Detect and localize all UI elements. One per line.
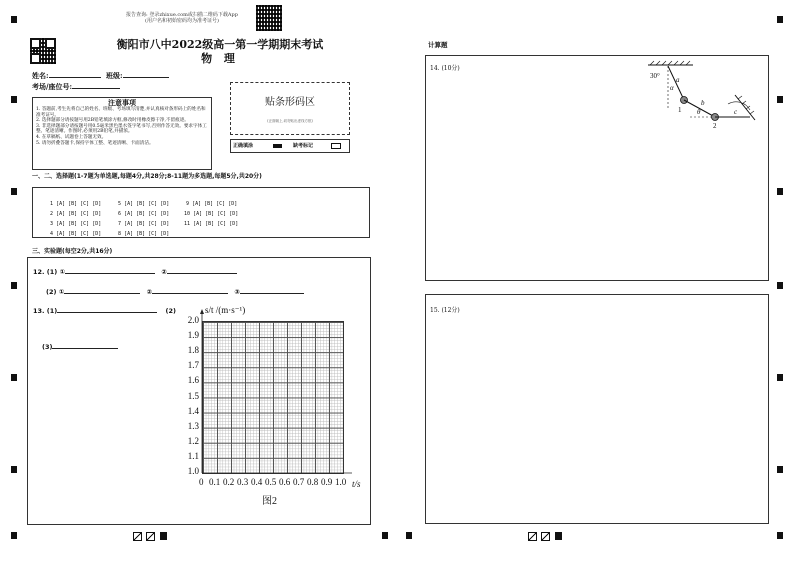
q12-part1-label: 12. (1) ① xyxy=(33,268,66,276)
q13-part3-label: (3) xyxy=(42,343,53,351)
choice-question[interactable]: 6 [A] [B] [C] [D] xyxy=(118,211,170,217)
absent-label: 缺考标记 xyxy=(293,143,314,149)
x-tick-label: 0.7 xyxy=(293,477,305,487)
x-tick-label: 0.5 xyxy=(265,477,277,487)
y-tick-label: 1.3 xyxy=(187,420,199,431)
angle-label: 30° xyxy=(650,72,660,80)
x-tick-label: 1.0 xyxy=(335,477,347,487)
choice-question[interactable]: 11 [A] [B] [C] [D] xyxy=(184,221,239,227)
y-tick-label: 1.7 xyxy=(187,360,199,371)
name-label: 姓名: xyxy=(32,71,49,80)
q15-label: 15. (12分) xyxy=(430,307,460,314)
choice-question[interactable]: 2 [A] [B] [C] [D] xyxy=(50,211,102,217)
rope-a-label: a xyxy=(676,76,680,84)
x-axis-title: t/s xyxy=(352,479,361,489)
subject-title: 物 理 xyxy=(201,52,239,65)
notes-item: 4. 在草稿纸、试题卷上答题无效。 xyxy=(36,134,107,140)
y-tick-label: 1.4 xyxy=(187,405,199,416)
x-tick-label: 0.9 xyxy=(321,477,333,487)
y-tick-label: 1.5 xyxy=(187,390,199,401)
y-tick-label: 1.1 xyxy=(187,450,199,461)
q13-part1-label: 13. (1) xyxy=(33,307,58,315)
correct-fill-label: 正确填涂 xyxy=(233,143,254,149)
x-tick-label: 0.2 xyxy=(223,477,235,487)
q12-part2-label: (2) ① xyxy=(46,288,65,296)
x-tick-label: 0.4 xyxy=(251,477,263,487)
x-tick-label: 0.8 xyxy=(307,477,319,487)
y-axis-title: s/t /(m·s⁻¹) xyxy=(205,305,246,315)
y-tick-label: 1.6 xyxy=(187,375,199,386)
x-tick-label: 0.1 xyxy=(209,477,221,487)
ball-1-label: 1 xyxy=(678,106,682,114)
y-tick-label: 1.0 xyxy=(187,466,199,476)
notice-line-2: (用户名和初始密码均为准考证号) xyxy=(145,18,219,24)
notes-item: 2. 选择题部分请按题号用2B铅笔填涂方框,修改时用橡皮擦干净,不留痕迹。 xyxy=(36,118,189,124)
y-tick-label: 1.9 xyxy=(187,330,199,341)
choice-question[interactable]: 5 [A] [B] [C] [D] xyxy=(118,201,170,207)
barcode-note: (正面朝上,切勿贴出虚线方框) xyxy=(267,119,313,123)
seat-label: 考场/座位号: xyxy=(32,82,73,91)
alpha-label: α xyxy=(670,84,674,92)
q12-part1-label2: ② xyxy=(161,268,167,276)
choice-question[interactable]: 4 [A] [B] [C] [D] xyxy=(50,231,102,237)
ball-2-label: 2 xyxy=(713,122,717,130)
calc-section-title: 计算题 xyxy=(428,41,448,49)
q12-part2-label2: ② xyxy=(146,288,153,296)
exam-title: 衡阳市八中2022级高一第一学期期末考试 xyxy=(116,38,324,51)
y-tick-label: 1.8 xyxy=(187,345,199,356)
notes-item: 1. 答题前,考生先将自己的姓名、班级、考场填写清楚,并认真核对条形码上的姓名和准考证号。 xyxy=(36,107,206,118)
choice-question[interactable]: 1 [A] [B] [C] [D] xyxy=(50,201,102,207)
rope-c-label: c xyxy=(734,108,738,116)
choice-question[interactable]: 10 [A] [B] [C] [D] xyxy=(184,211,239,217)
q13-part2-label: (2) xyxy=(165,307,176,315)
x-tick-label: 0.3 xyxy=(237,477,249,487)
notice-line-1: 报告查询: 登录zhixue.com或扫描二维码下载App xyxy=(126,12,238,18)
choice-question[interactable]: 7 [A] [B] [C] [D] xyxy=(118,221,170,227)
class-label: 班级: xyxy=(106,71,123,80)
choice-question[interactable]: 3 [A] [B] [C] [D] xyxy=(50,221,102,227)
q12-part2-label3: ③ xyxy=(234,288,240,296)
x-tick-label: 0 xyxy=(199,477,204,487)
theta-label: θ xyxy=(697,108,701,116)
x-tick-label: 0.6 xyxy=(279,477,291,487)
notes-item: 5. 请勿折叠答题卡,保持字体工整、笔迹清晰、卡面清洁。 xyxy=(36,140,154,146)
choice-question[interactable]: 9 [A] [B] [C] [D] xyxy=(186,201,238,207)
choice-question[interactable]: 8 [A] [B] [C] [D] xyxy=(118,231,170,237)
notes-item: 3. 非选择题部分请按题号用0.5毫米黑色墨水签字笔书写,否则作答无效。要求字体工整、笔迹清晰。作图时,必须用2B铅笔,并描浓。 xyxy=(36,123,207,135)
y-tick-label: 1.2 xyxy=(187,435,199,446)
y-tick-label: 2.0 xyxy=(187,315,199,325)
barcode-label: 贴条形码区 xyxy=(265,97,315,108)
q14-label: 14. (10分) xyxy=(430,65,460,72)
notes-title: 注意事项 xyxy=(108,98,136,107)
rope-b-label: b xyxy=(701,99,705,107)
section-title-choice: 一、二、选择题(1-7题为单选题,每题4分,共28分;8-11题为多选题,每题5分,共20分) xyxy=(32,173,262,180)
section-title-experiment: 三、实验题(每空2分,共16分) xyxy=(32,248,113,255)
figure-caption: 图2 xyxy=(262,496,277,507)
